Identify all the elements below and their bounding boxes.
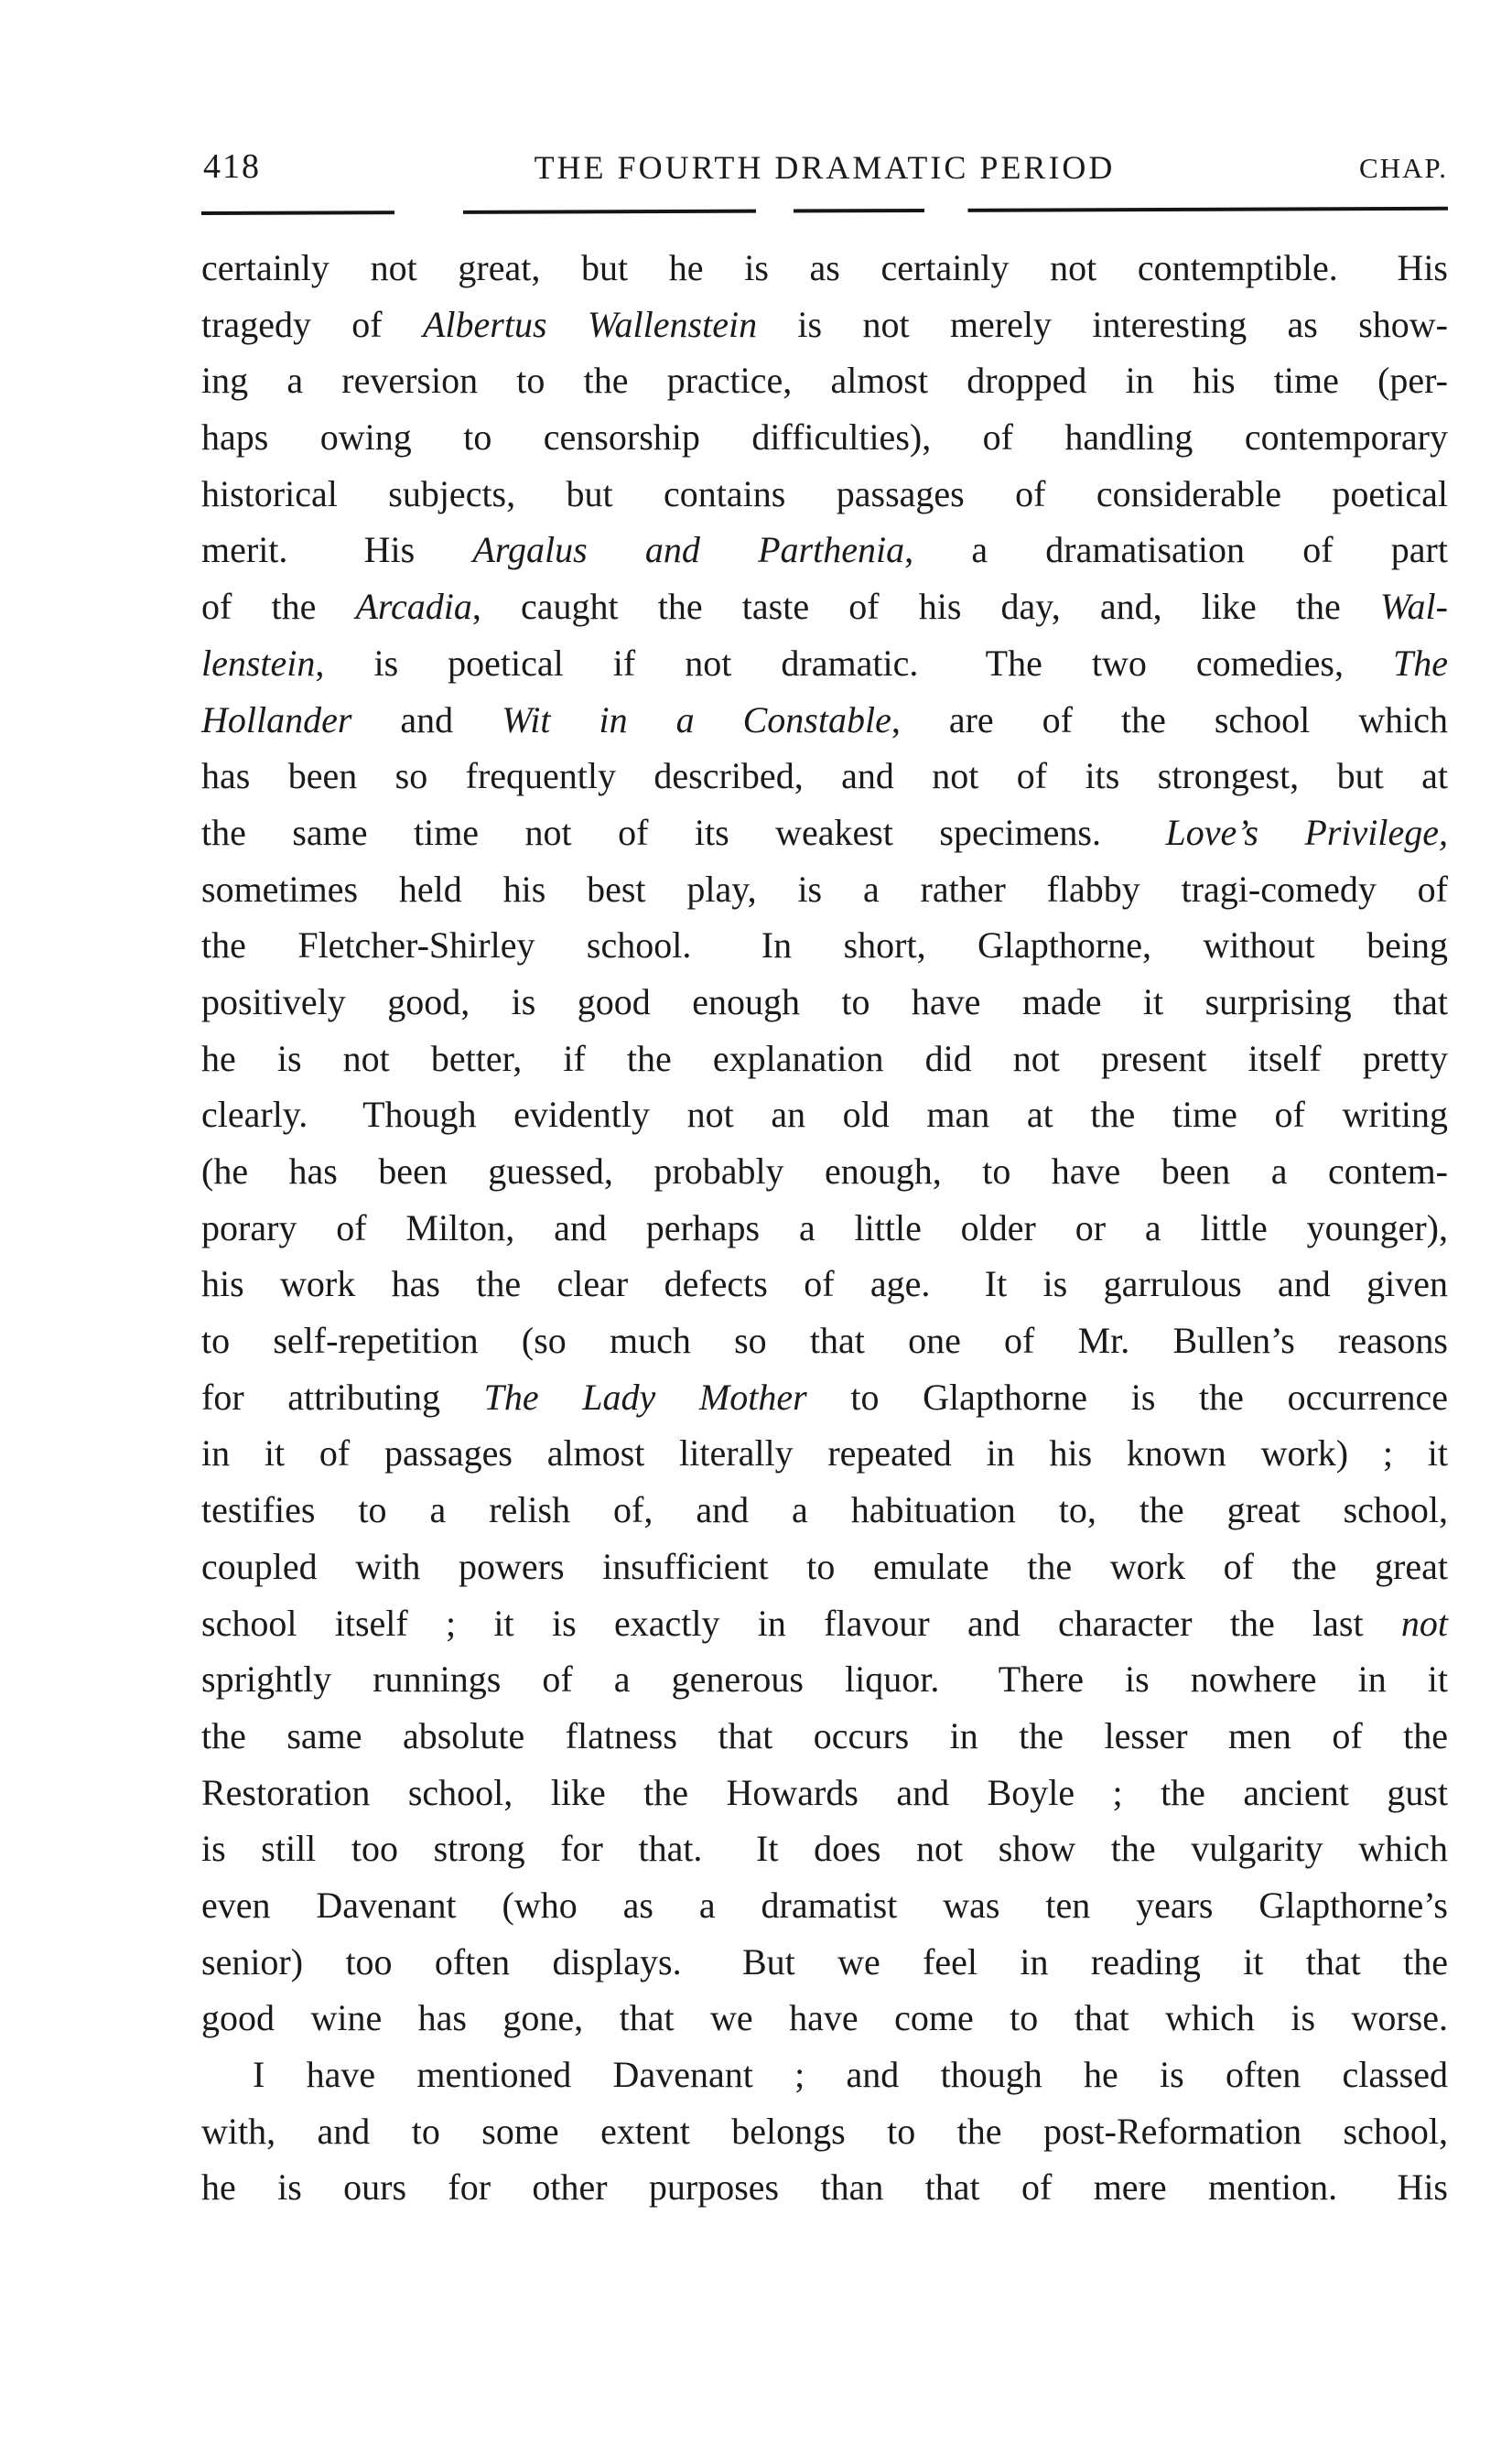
- text-segment: , are of the school which: [891, 698, 1449, 740]
- text-segment: , caught the taste of his day, and, like the: [471, 586, 1380, 628]
- text-line: [201, 1877, 1448, 1934]
- text-line: [201, 1820, 1448, 1877]
- text-segment: ing a reversion to the practice, almost dropped in his time (per-: [201, 360, 1448, 402]
- text-segment: clearly. Though evidently not an old man at the time of writing: [201, 1094, 1448, 1136]
- text-line: [201, 1708, 1448, 1765]
- text-line: [201, 1934, 1448, 1991]
- text-segment: , a dramatisation of part: [904, 529, 1448, 571]
- text-line: [201, 1256, 1448, 1313]
- text-line: [201, 1313, 1448, 1369]
- text-segment: (he has been guessed, probably enough, to have been a contem-: [201, 1150, 1448, 1192]
- italic-title-text: The Lady Mother: [483, 1376, 807, 1418]
- page-number: 418: [203, 147, 261, 186]
- text-line: [201, 861, 1448, 918]
- text-segment: merit. His: [201, 529, 473, 571]
- text-segment: sprightly runnings of a generous liquor. There is nowhere in it: [201, 1658, 1448, 1701]
- text-segment: for attributing: [201, 1376, 484, 1418]
- text-segment: of the: [201, 586, 356, 628]
- text-line: [201, 1086, 1448, 1143]
- text-segment: the same time not of its weakest specimens.: [201, 811, 1166, 853]
- text-line: [201, 974, 1448, 1031]
- text-line: [201, 1369, 1448, 1426]
- italic-title-text: The: [1393, 642, 1448, 684]
- italic-title-text: Albertus Wallenstein: [422, 303, 758, 345]
- italic-title-text: not: [1400, 1602, 1448, 1644]
- text-line: [201, 578, 1448, 635]
- text-line: [201, 240, 1448, 297]
- text-line: [201, 409, 1448, 466]
- italic-title-text: Wal-: [1379, 586, 1448, 628]
- text-segment: to Glapthorne is the occurrence: [806, 1376, 1448, 1418]
- text-segment: , is poetical if not dramatic. The two comedies,: [315, 642, 1393, 684]
- header-rule: [201, 207, 1448, 215]
- text-segment: he is ours for other purposes than that of mere mention. His: [201, 2166, 1448, 2209]
- text-segment: historical subjects, but contains passages of considerable poetical: [201, 472, 1448, 514]
- text-segment: and: [351, 698, 502, 740]
- text-segment: is still too strong for that. It does not show the vulgarity which: [201, 1828, 1448, 1870]
- text-line: [201, 1539, 1448, 1595]
- text-line: [201, 748, 1448, 805]
- text-segment: coupled with powers insufficient to emulate the work of the great: [201, 1545, 1448, 1587]
- text-segment: sometimes held his best play, is a rather flabby tragi-comedy of: [201, 868, 1448, 910]
- text-segment: porary of Milton, and perhaps a little older or a little younger),: [201, 1206, 1448, 1248]
- text-segment: the Fletcher-Shirley school. In short, Glapthorne, without being: [201, 924, 1448, 967]
- running-title: THE FOURTH DRAMATIC PERIOD: [534, 149, 1116, 186]
- text-line: [201, 1595, 1448, 1652]
- running-header: [201, 145, 1448, 187]
- text-segment: has been so frequently described, and not of its strongest, but at: [201, 755, 1448, 797]
- text-segment: senior) too often displays. But we feel in reading it that the: [201, 1940, 1448, 1982]
- italic-title-text: lenstein: [201, 642, 316, 684]
- text-line: [201, 1200, 1448, 1257]
- text-line: [201, 635, 1448, 692]
- italic-title-text: Love’s Privilege,: [1165, 811, 1448, 853]
- text-line: [201, 1482, 1448, 1539]
- body-text: [201, 240, 1448, 2216]
- text-segment: positively good, is good enough to have made it surprising that: [201, 980, 1448, 1022]
- italic-title-text: Argalus and Parthenia: [472, 529, 905, 571]
- text-segment: the same absolute flatness that occurs in the lesser men of the: [201, 1714, 1448, 1756]
- text-segment: his work has the clear defects of age. It is garrulous and given: [201, 1263, 1448, 1305]
- text-segment: in it of passages almost literally repeated in his known work) ; it: [201, 1432, 1448, 1475]
- text-line: [201, 805, 1448, 861]
- text-segment: Restoration school, like the Howards and Boyle ; the ancient gust: [201, 1771, 1448, 1813]
- text-line: [201, 522, 1448, 578]
- text-line: [201, 1143, 1448, 1200]
- text-segment: good wine has gone, that we have come to that which is worse.: [201, 1997, 1448, 2039]
- italic-title-text: Wit in a Constable: [502, 698, 891, 740]
- text-segment: is not merely interesting as show-: [757, 303, 1449, 345]
- text-line: [201, 692, 1448, 749]
- text-line: [201, 1031, 1448, 1087]
- paragraph: [201, 2047, 1448, 2216]
- text-segment: testifies to a relish of, and a habituation to, the great school,: [201, 1489, 1448, 1531]
- paragraph: [201, 240, 1448, 2047]
- text-segment: haps owing to censorship difficulties), of handling contemporary: [201, 416, 1448, 459]
- text-line: [201, 2159, 1448, 2216]
- text-line: [201, 2047, 1448, 2103]
- text-line: [201, 1990, 1448, 2047]
- text-segment: school itself ; it is exactly in flavour and character the last: [201, 1602, 1401, 1644]
- italic-title-text: Hollander: [201, 698, 352, 740]
- italic-title-text: Arcadia: [355, 586, 472, 628]
- text-segment: he is not better, if the explanation did not present itself pretty: [201, 1037, 1448, 1079]
- text-line: [201, 917, 1448, 974]
- chapter-label: CHAP.: [1358, 152, 1448, 184]
- text-segment: tragedy of: [201, 303, 423, 345]
- text-segment: certainly not great, but he is as certainly not contemptible. His: [201, 247, 1448, 288]
- text-line: [201, 466, 1448, 523]
- text-segment: I have mentioned Davenant ; and though he is often classed: [253, 2054, 1448, 2095]
- text-line: [201, 1765, 1448, 1821]
- text-segment: even Davenant (who as a dramatist was ten years Glapthorne’s: [201, 1884, 1448, 1926]
- text-line: [201, 2103, 1448, 2160]
- text-line: [201, 1651, 1448, 1708]
- text-line: [201, 352, 1448, 409]
- text-segment: with, and to some extent belongs to the post-Reformation school,: [201, 2110, 1448, 2152]
- text-segment: to self-repetition (so much so that one of Mr. Bullen’s reasons: [201, 1320, 1448, 1362]
- text-line: [201, 1425, 1448, 1482]
- text-line: [201, 297, 1448, 353]
